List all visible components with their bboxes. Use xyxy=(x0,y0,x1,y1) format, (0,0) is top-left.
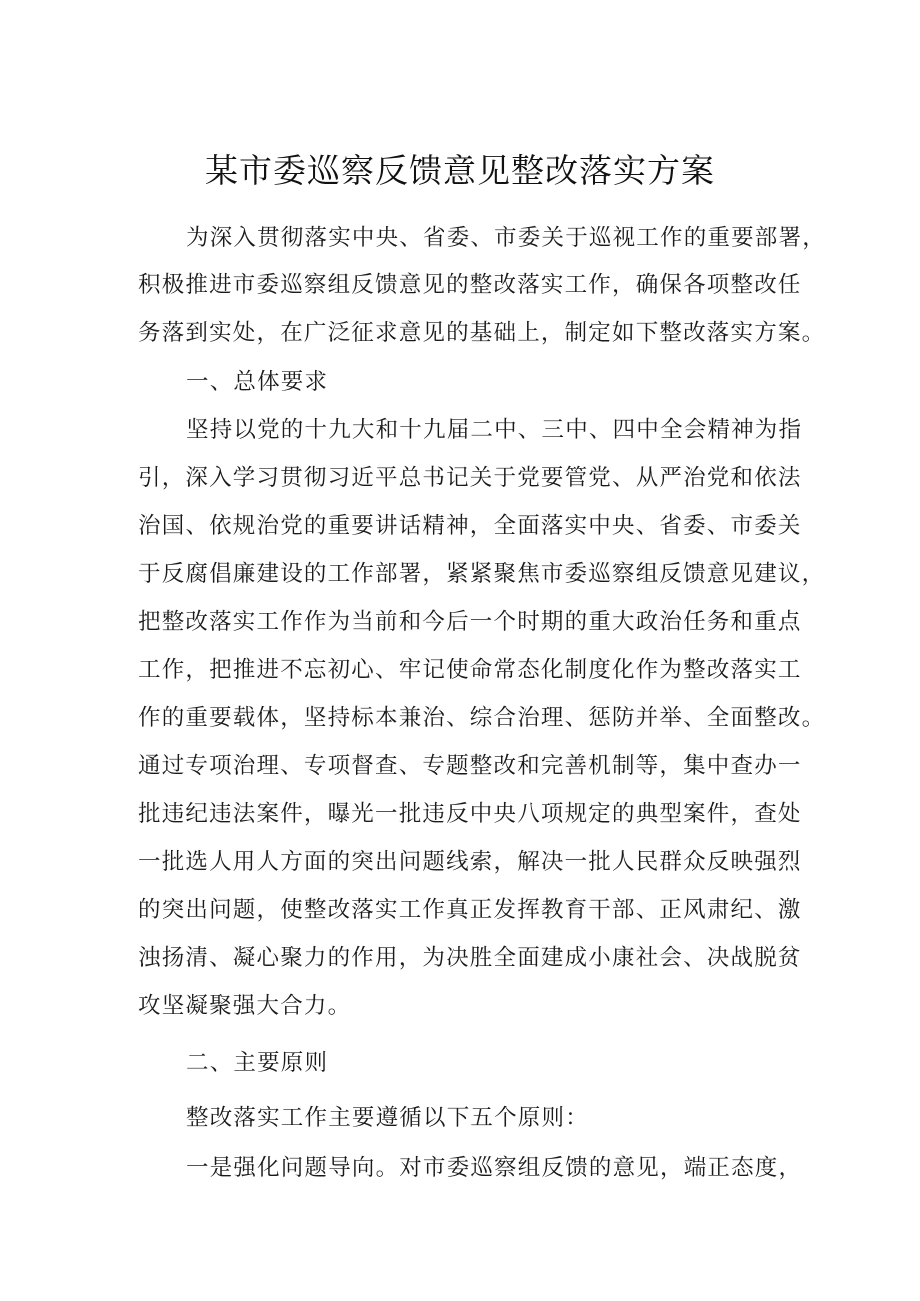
paragraph-general-line-6: 工作，把推进不忘初心、牢记使命常态化制度化作为整改落实工 xyxy=(138,657,802,683)
paragraph-general-line-3: 治国、依规治党的重要讲话精神，全面落实中央、省委、市委关 xyxy=(138,513,802,539)
paragraph-intro-line-3: 务落到实处，在广泛征求意见的基础上，制定如下整改落实方案。 xyxy=(138,320,826,346)
paragraph-general-line-1: 坚持以党的十九大和十九届二中、三中、四中全会精神为指 xyxy=(186,417,803,443)
document-title: 某市委巡察反馈意见整改落实方案 xyxy=(205,151,715,190)
paragraph-principles-intro: 整改落实工作主要遵循以下五个原则： xyxy=(186,1105,589,1131)
paragraph-general-line-12: 浊扬清、凝心聚力的作用，为决胜全面建成小康社会、决战脱贫 xyxy=(138,945,802,971)
paragraph-general-line-7: 作的重要载体，坚持标本兼治、综合治理、惩防并举、全面整改。 xyxy=(138,705,826,731)
paragraph-principle-one-line-1: 一是强化问题导向。对市委巡察组反馈的意见，端正态度， xyxy=(186,1155,803,1181)
section-heading-general-requirements: 一、总体要求 xyxy=(186,369,329,395)
paragraph-general-line-11: 的突出问题，使整改落实工作真正发挥教育干部、正风肃纪、激 xyxy=(138,897,802,923)
paragraph-intro-line-1: 为深入贯彻落实中央、省委、市委关于巡视工作的重要部署， xyxy=(186,225,826,251)
paragraph-general-line-8: 通过专项治理、专项督查、专题整改和完善机制等，集中查办一 xyxy=(138,753,802,779)
paragraph-general-line-10: 一批选人用人方面的突出问题线索，解决一批人民群众反映强烈 xyxy=(138,849,802,875)
paragraph-general-line-9: 批违纪违法案件，曝光一批违反中央八项规定的典型案件，查处 xyxy=(138,801,802,827)
section-heading-main-principles: 二、主要原则 xyxy=(186,1050,329,1076)
paragraph-general-line-13: 攻坚凝聚强大合力。 xyxy=(138,993,352,1019)
paragraph-general-line-5: 把整改落实工作作为当前和今后一个时期的重大政治任务和重点 xyxy=(138,609,802,635)
paragraph-general-line-2: 引，深入学习贯彻习近平总书记关于党要管党、从严治党和依法 xyxy=(138,465,802,491)
paragraph-intro-line-2: 积极推进市委巡察组反馈意见的整改落实工作，确保各项整改任 xyxy=(138,272,802,298)
paragraph-general-line-4: 于反腐倡廉建设的工作部署，紧紧聚焦市委巡察组反馈意见建议， xyxy=(138,561,826,587)
